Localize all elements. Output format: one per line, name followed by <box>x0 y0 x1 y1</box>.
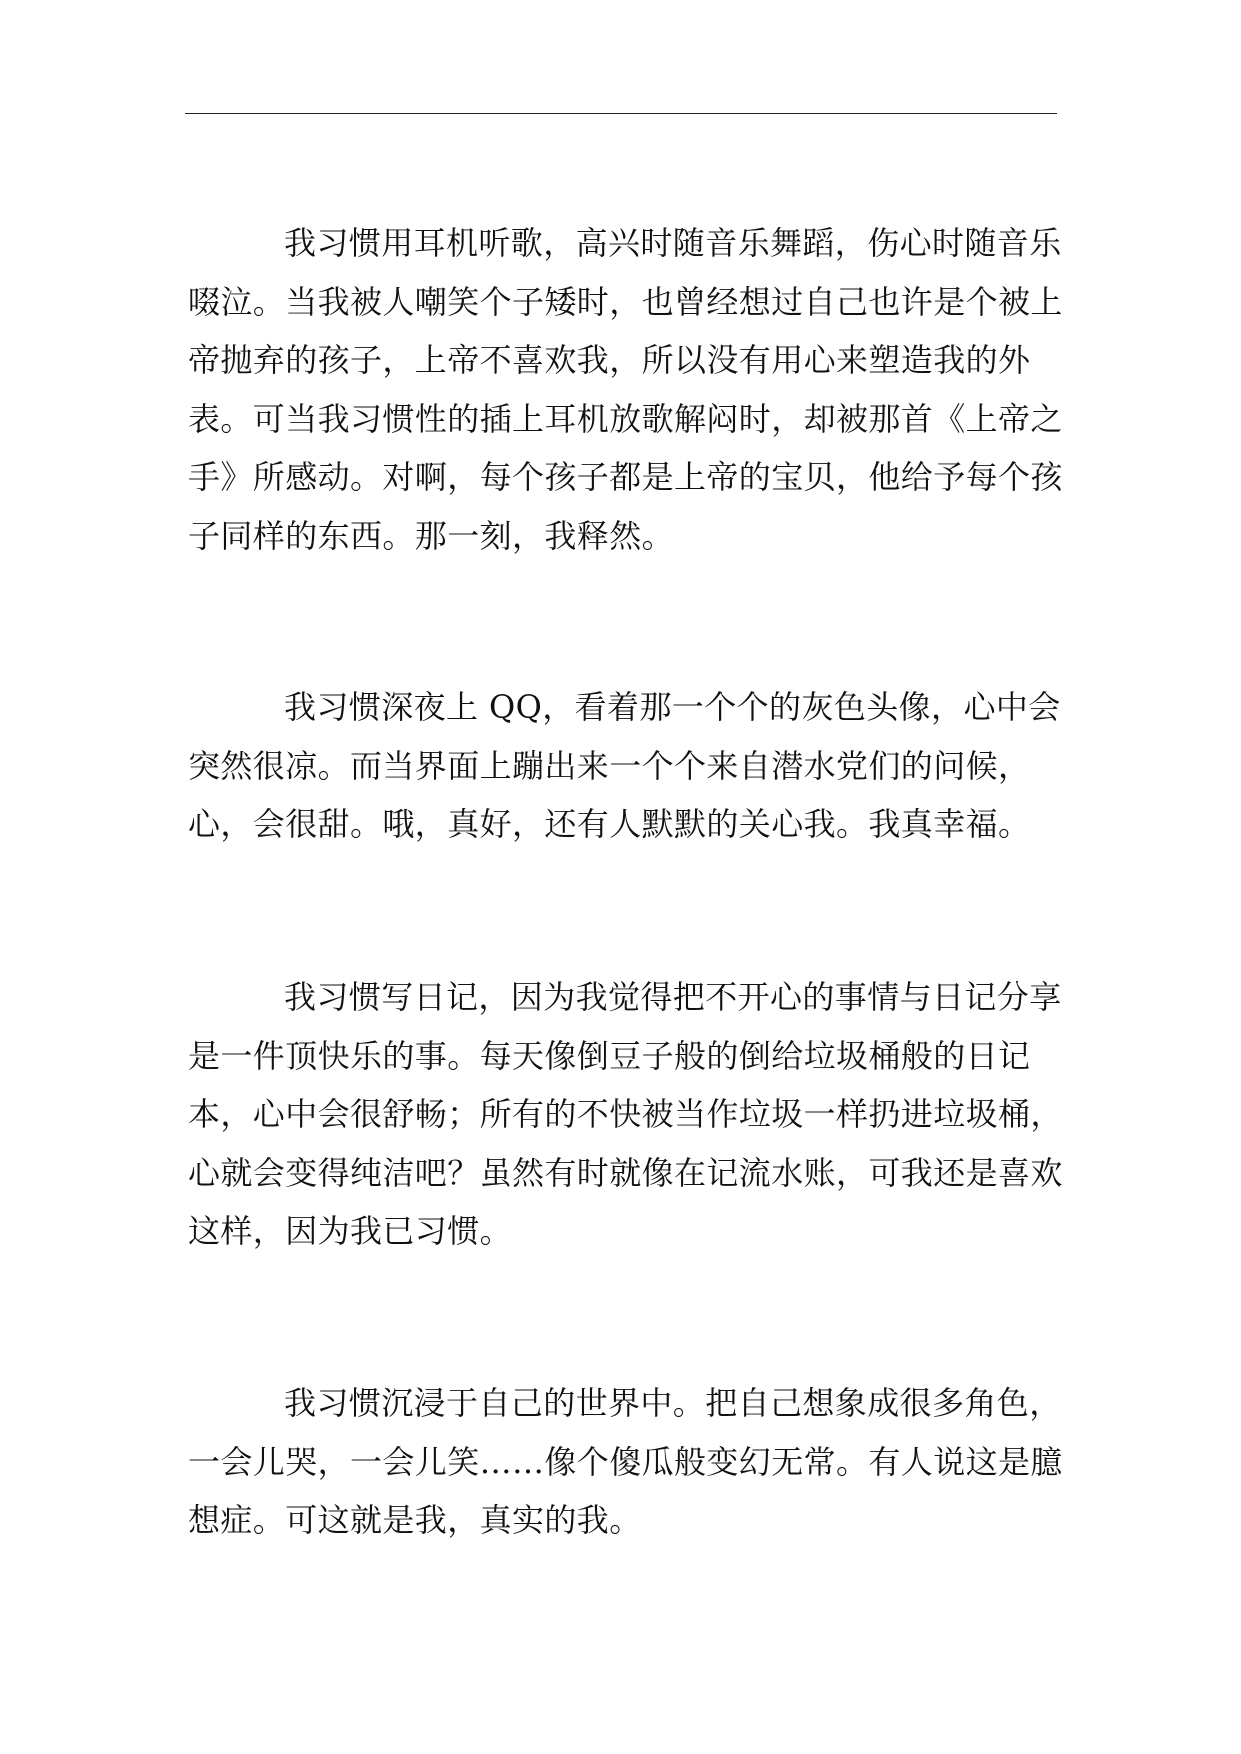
paragraph-2: 我习惯深夜上 QQ，看着那一个个的灰色头像，心中会突然很凉。而当界面上蹦出来一个个来自潜水党们的问候，心，会很甜。哦，真好，还有人默默的关心我。我真幸福。 <box>188 688 1061 843</box>
paragraph-4: 我习惯沉浸于自己的世界中。把自己想象成很多角色，一会儿哭，一会儿笑……像个傻瓜般变幻无常。有人说这是臆想症。可这就是我，真实的我。 <box>188 1384 1063 1539</box>
header-divider-line <box>185 113 1057 114</box>
paragraph-3: 我习惯写日记，因为我觉得把不开心的事情与日记分享是一件顶快乐的事。每天像倒豆子般的倒给垃圾桶般的日记本，心中会很舒畅；所有的不快被当作垃圾一样扔进垃圾桶，心就会变得纯洁吧？虽然有时就像在记流水账，可我还是喜欢这样，因为我已习惯。 <box>188 978 1063 1250</box>
paragraph-1: 我习惯用耳机听歌，高兴时随音乐舞蹈，伤心时随音乐啜泣。当我被人嘲笑个子矮时，也曾经想过自己也许是个被上帝抛弃的孩子，上帝不喜欢我，所以没有用心来塑造我的外表。可当我习惯性的插上耳机放歌解闷时，却被那首《上帝之手》所感动。对啊，每个孩子都是上帝的宝贝，他给予每个孩子同样的东西。那一刻，我释然。 <box>188 224 1063 555</box>
